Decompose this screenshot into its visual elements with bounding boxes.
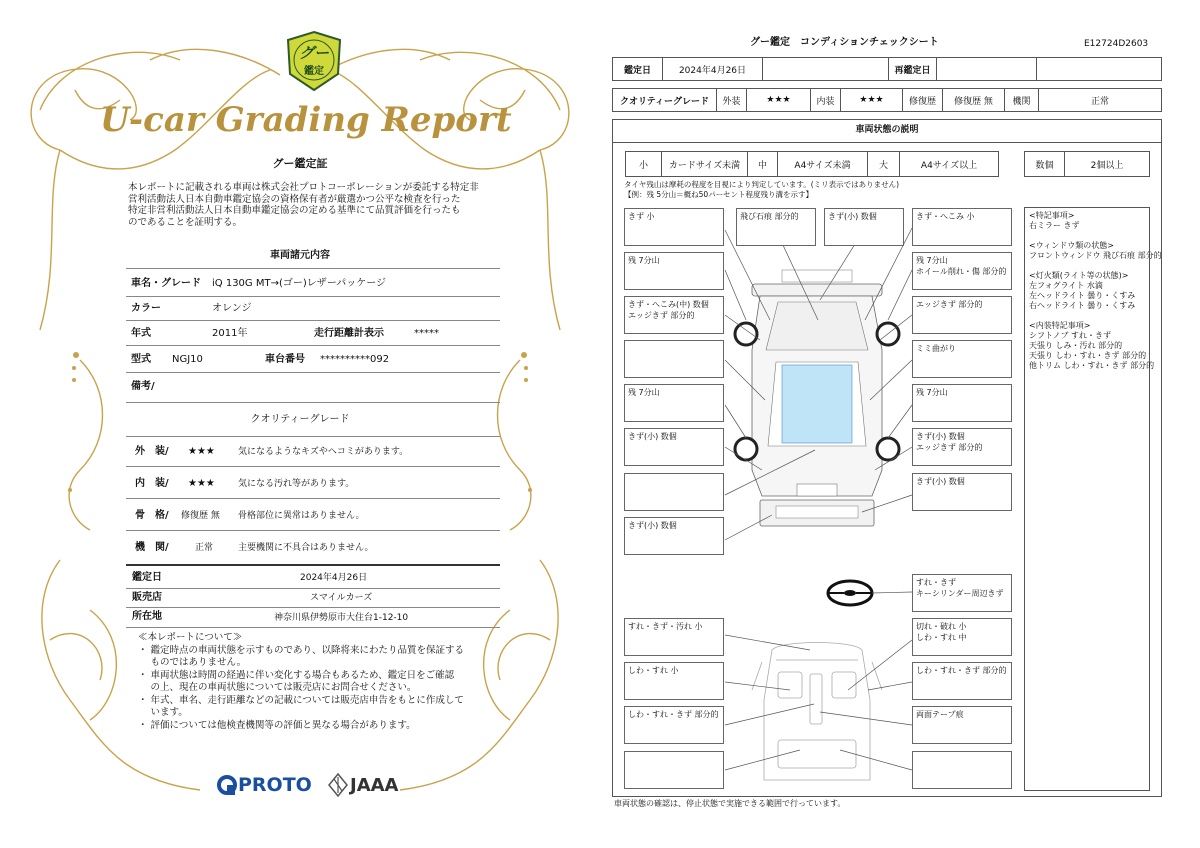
specs-heading: 車両諸元内容	[270, 250, 330, 261]
note-line: の上、現在の車両状態については販売店にお問合せください。	[138, 682, 417, 693]
repair-value: 修復歴 無	[943, 89, 1005, 111]
remarks-label: 備考/	[131, 381, 155, 392]
interior-callout	[912, 618, 1012, 656]
sheet-footer-note: 車両状態の確認は、停止状態で実施できる範囲で行っています。	[614, 799, 846, 808]
frame-comment: 骨格部位に異常はありません。	[238, 511, 365, 521]
frame-value: 修復歴 無	[181, 511, 220, 521]
damage-callout	[624, 296, 724, 334]
callout-text: 両面テープ痕	[916, 710, 964, 719]
engine-comment: 主要機関に不具合はありません。	[238, 543, 374, 553]
damage-callout	[912, 208, 1012, 246]
steering-wheel-icon	[828, 581, 872, 605]
callout-text: キーシリンダー周辺きず	[916, 589, 1004, 598]
car-interior-outline-icon	[752, 643, 882, 781]
ext-value: ★★★	[747, 89, 811, 111]
callout-text: しわ・すれ 中	[916, 633, 967, 642]
proto-mark-icon	[216, 774, 238, 796]
damage-callout	[736, 208, 816, 246]
callout-text: エッジきず 部分的	[916, 443, 983, 452]
empty-callout	[624, 751, 724, 789]
shop-label: 販売店	[132, 592, 162, 603]
special-note-line: <内装特記事項>	[1029, 321, 1091, 330]
proto-logo-text: PROTO	[238, 774, 312, 796]
damage-callout	[912, 428, 1012, 466]
year-value: 2011年	[212, 328, 248, 339]
report-script-title: U-car Grading Report	[100, 100, 512, 140]
legend-small-desc: カードサイズ未満	[662, 152, 748, 176]
year-label: 年式	[131, 328, 151, 339]
empty-callout	[624, 340, 724, 378]
exterior-comment: 気になるようなキズやヘコミがあります。	[238, 447, 409, 457]
certificate-intro	[128, 182, 488, 228]
interior-callout	[912, 706, 1012, 744]
int-label: 内装	[811, 89, 841, 111]
special-note-line: フロントウィンドウ 飛び石痕 部分的	[1029, 251, 1162, 260]
callout-text: エッジきず 部分的	[916, 300, 983, 309]
mileage-label: 走行距離計表示	[314, 328, 384, 339]
special-note-line: 右ミラー きず	[1029, 221, 1080, 230]
note-line: ・ 年式、車名、走行距離などの記載については販売店申告をもとに作成して	[138, 694, 464, 706]
jaaa-logo	[328, 772, 399, 798]
special-note-line: <特記事項>	[1029, 211, 1075, 220]
chassis-label: 車台番号	[265, 354, 305, 365]
damage-callout	[624, 208, 724, 246]
damage-callout	[912, 340, 1012, 378]
tire-note-line-2: 【例：残 5分山＝概ね50パーセント程度残り溝を示す】	[624, 189, 814, 199]
engine-value: 正常	[195, 543, 214, 553]
repair-label: 修復歴	[903, 89, 943, 111]
callout-text: きず・へこみ(中) 数個	[628, 300, 709, 309]
callout-text: きず(小) 数個	[916, 477, 965, 486]
callout-text: すれ・きず	[916, 578, 956, 587]
callout-text: ミミ曲がり	[916, 344, 956, 353]
quality-heading: クオリティーグレード	[250, 414, 350, 425]
callout-text: 残 7分山	[628, 256, 660, 265]
tire-note-line-1: タイヤ残山は摩耗の程度を目視により判定しています。(ミリ表示ではありません)	[624, 180, 900, 189]
callout-text: きず(小) 数個	[828, 212, 877, 221]
proto-logo	[216, 772, 312, 798]
date-value: 2024年4月26日	[300, 573, 368, 583]
report-notes	[138, 632, 464, 732]
empty-callout	[624, 473, 724, 511]
callout-text: 残 7分山	[916, 388, 948, 397]
date-label: 鑑定日	[132, 572, 162, 583]
special-note-line: 右ヘッドライト 曇り・くすみ	[1029, 301, 1136, 310]
special-note-line: 他トリム しわ・すれ・きず 部分的	[1029, 361, 1155, 370]
reinspect-label: 再鑑定日	[889, 58, 937, 80]
callout-text: 残 7分山	[628, 388, 660, 397]
damage-callout	[624, 517, 724, 555]
intro-line: 本レポートに記載される車両は株式会社プロトコーポレーションが委託する特定非	[128, 182, 479, 193]
special-note-line: 左フォグライト 水滴	[1029, 281, 1103, 290]
note-line: ものではありません。	[138, 657, 247, 668]
interior-comment: 気になる汚れ等があります。	[238, 479, 355, 489]
notes-title: ≪本レポートについて≫	[138, 632, 243, 643]
special-note-line: <ウィンドウ類の状態>	[1029, 241, 1114, 250]
tire-callout	[912, 252, 1012, 290]
callout-text: エッジきず 部分的	[628, 311, 695, 320]
note-line: ・ 鑑定時点の車両状態を示すものであり、以降将来にわたり品質を保証する	[138, 644, 465, 656]
certificate-subtitle: グー鑑定証	[272, 157, 328, 170]
frame-label: 骨 格/	[135, 510, 169, 521]
condition-check-sheet	[600, 0, 1200, 848]
note-line: ・ 車両状態は時間の経過に伴い変化する場合もあるため、鑑定日をご確認	[138, 669, 455, 681]
callout-text: しわ・すれ 小	[628, 666, 679, 675]
special-note-line: <灯火類(ライト等の状態)>	[1029, 271, 1129, 280]
special-note-line: 天張り しみ・汚れ 部分的	[1029, 341, 1123, 350]
special-note-line: 左ヘッドライト 曇り・くすみ	[1029, 291, 1136, 300]
exterior-grade: ★★★	[188, 446, 215, 457]
desc-heading: 車両状態の説明	[855, 125, 919, 136]
note-line: ・ 評価については他検査機関等の評価と異なる場合があります。	[138, 719, 416, 731]
callout-text: きず(小) 数個	[628, 432, 677, 441]
qg-label: クオリティーグレード	[613, 89, 717, 111]
badge-bottom-text: 鑑定	[304, 66, 324, 77]
sheet-title: グー鑑定 コンディションチェックシート	[750, 37, 939, 48]
damage-callout	[912, 473, 1012, 511]
name-value: iQ 130G MT→(ゴー)レザーパッケージ	[212, 278, 387, 289]
note-line: います。	[138, 707, 188, 718]
name-label: 車名・グレード	[131, 278, 201, 289]
address-value: 神奈川県伊勢原市大住台1-12-10	[274, 613, 409, 623]
jaaa-mark-icon	[328, 773, 348, 797]
interior-grade: ★★★	[188, 478, 215, 489]
exterior-label: 外 装/	[135, 446, 169, 457]
empty-callout	[912, 751, 1012, 789]
interior-callout	[624, 618, 724, 656]
callout-text: きず・へこみ 小	[916, 212, 975, 221]
inspection-date-label: 鑑定日	[613, 58, 663, 80]
tire-callout	[624, 384, 724, 422]
callout-text: きず(小) 数個	[916, 432, 965, 441]
address-label: 所在地	[132, 611, 162, 622]
tire-callout	[912, 384, 1012, 422]
legend-count-desc: 2個以上	[1090, 160, 1124, 171]
intro-line: のであることを証明する。	[128, 216, 243, 228]
model-value: NGJ10	[172, 354, 203, 365]
interior-label: 内 装/	[135, 478, 169, 489]
color-label: カラー	[131, 303, 161, 314]
legend-medium: 中	[748, 152, 778, 176]
damage-callout	[912, 574, 1012, 612]
tire-callout	[624, 252, 724, 290]
callout-text: きず 小	[628, 212, 655, 221]
interior-callout	[912, 662, 1012, 700]
model-label: 型式	[131, 354, 151, 365]
special-note-line: シフトノブ すれ・きず	[1029, 331, 1112, 340]
damage-callout	[912, 296, 1012, 334]
interior-callout	[624, 662, 724, 700]
callout-text: 飛び石痕 部分的	[740, 212, 799, 221]
damage-callout	[624, 428, 724, 466]
intro-line: 特定非営利活動法人日本自動車鑑定協会の定める基準にて品質評価を行ったも	[128, 205, 461, 216]
engine-value: 正常	[1090, 96, 1109, 107]
damage-callout	[824, 208, 904, 246]
goo-badge	[284, 30, 344, 92]
engine-label: 機関	[1005, 89, 1039, 111]
ext-label: 外装	[717, 89, 747, 111]
special-note-line: 天張り しわ・すれ・きず 部分的	[1029, 351, 1147, 360]
legend-large-desc: A4サイズ以上	[920, 160, 978, 171]
int-value: ★★★	[841, 89, 903, 111]
intro-line: 営利活動法人日本自動車鑑定協会の資格保有者が厳選かつ公平な検査を行った	[128, 193, 461, 205]
interior-callout	[624, 706, 724, 744]
car-exterior-outline-icon	[735, 270, 899, 526]
callout-text: しわ・すれ・きず 部分的	[628, 710, 719, 719]
callout-text: 切れ・破れ 小	[916, 622, 967, 631]
inspection-date-value: 2024年4月26日	[663, 58, 763, 80]
callout-text: きず(小) 数個	[628, 521, 677, 530]
badge-top-text: グー	[298, 44, 329, 62]
legend-small: 小	[626, 152, 662, 176]
legend-medium-desc: A4サイズ未満	[778, 152, 868, 176]
color-value: オレンジ	[212, 303, 252, 314]
engine-label: 機 関/	[135, 542, 169, 553]
sheet-id: E12724D2603	[1084, 39, 1149, 49]
shop-value: スマイルカーズ	[310, 593, 373, 603]
callout-text: しわ・すれ・きず 部分的	[916, 666, 1007, 675]
callout-text: すれ・きず・汚れ 小	[628, 622, 703, 631]
legend-count: 数個	[1025, 152, 1065, 176]
mileage-value: *****	[414, 328, 439, 339]
callout-text: 残 7分山	[916, 256, 948, 265]
legend-large: 大	[868, 152, 900, 176]
chassis-value: **********092	[320, 354, 390, 365]
jaaa-logo-text: JAAA	[350, 774, 399, 796]
callout-text: ホイール削れ・傷 部分的	[916, 267, 1007, 276]
